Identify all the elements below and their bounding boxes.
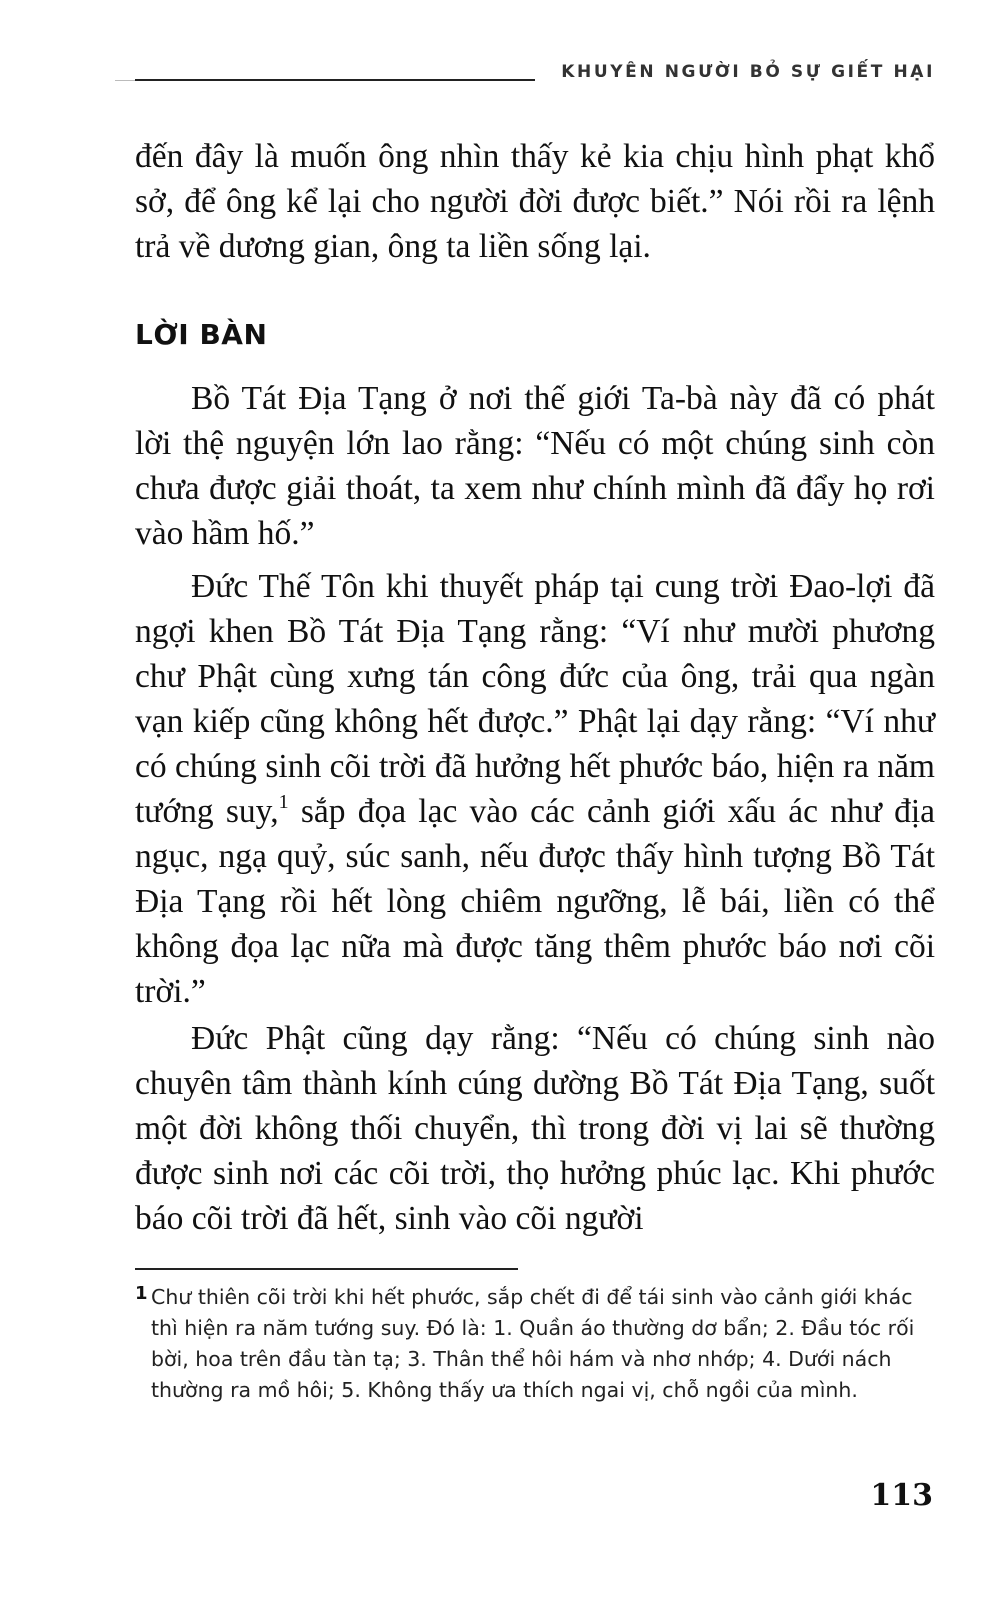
footnote-marker: 1: [135, 1283, 148, 1304]
footnote-text: Chư thiên cõi trời khi hết phước, sắp chết đi để tái sinh vào cảnh giới khác thì hiện ra năm tướng suy. Đó là: 1. Quần áo thường dơ bẩn; 2. Đầu tóc rối bời, hoa trên đầu tàn tạ; 3. Thân thể hôi hám và nhơ nhớp; 4. Dưới nách thường ra mồ hôi; 5. Không thấy ưa thích ngai vị, chỗ ngồi của mình.: [151, 1285, 915, 1402]
running-header: [135, 58, 935, 88]
body-paragraph-3-part-b: sắp đọa lạc vào các cảnh giới xấu ác như địa ngục, ngạ quỷ, súc sanh, nếu được thấy hình tượng Bồ Tát Địa Tạng rồi hết lòng chiêm ngưỡng, lễ bái, liền có thể không đọa lạc nữa mà được tăng thêm phước báo nơi cõi trời.”: [135, 793, 936, 1010]
body-paragraph-1: đến đây là muốn ông nhìn thấy kẻ kia chịu hình phạt khổ sở, để ông kể lại cho người đời được biết.” Nói rồi ra lệnh trả về dương gian, ông ta liền sống lại.: [135, 138, 935, 265]
body-paragraph-4-block: [135, 1016, 935, 1241]
footnote-reference[interactable]: 1: [278, 790, 289, 813]
section-heading: LỜI BÀN: [135, 318, 268, 351]
body-paragraph-2-block: [135, 376, 935, 556]
body-paragraph-4: Đức Phật cũng dạy rằng: “Nếu có chúng sinh nào chuyên tâm thành kính cúng dường Bồ Tát Địa Tạng, suốt một đời không thối chuyển, thì trong đời vị lai sẽ thường được sinh nơi các cõi trời, thọ hưởng phúc lạc. Khi phước báo cõi trời đã hết, sinh vào cõi người: [135, 1020, 935, 1237]
body-paragraph-3-part-a: Đức Thế Tôn khi thuyết pháp tại cung trời Đao-lợi đã ngợi khen Bồ Tát Địa Tạng rằng: “Ví như mười phương chư Phật cùng xưng tán công đức của ông, trải qua ngàn vạn kiếp cũng không hết được.” Phật lại dạy rằng: “Ví như có chúng sinh cõi trời đã hưởng hết phước báo, hiện ra năm tướng suy,: [135, 568, 935, 830]
page-number: 113: [870, 1478, 933, 1513]
footnote: [135, 1278, 935, 1406]
body-paragraph-3: [135, 564, 935, 1014]
body-paragraph-2: Bồ Tát Địa Tạng ở nơi thế giới Ta-bà này đã có phát lời thệ nguyện lớn lao rằng: “Nếu có một chúng sinh còn chưa được giải thoát, ta xem như chính mình đã đẩy họ rơi vào hầm hố.”: [135, 380, 935, 552]
footnote-divider: [135, 1268, 518, 1270]
body-paragraph-3-block: [135, 564, 935, 1014]
header-rule: [135, 79, 535, 81]
running-title: KHUYÊN NGƯỜI BỎ SỰ GIẾT HẠI: [561, 62, 935, 82]
body-paragraph-1-block: [135, 134, 935, 269]
